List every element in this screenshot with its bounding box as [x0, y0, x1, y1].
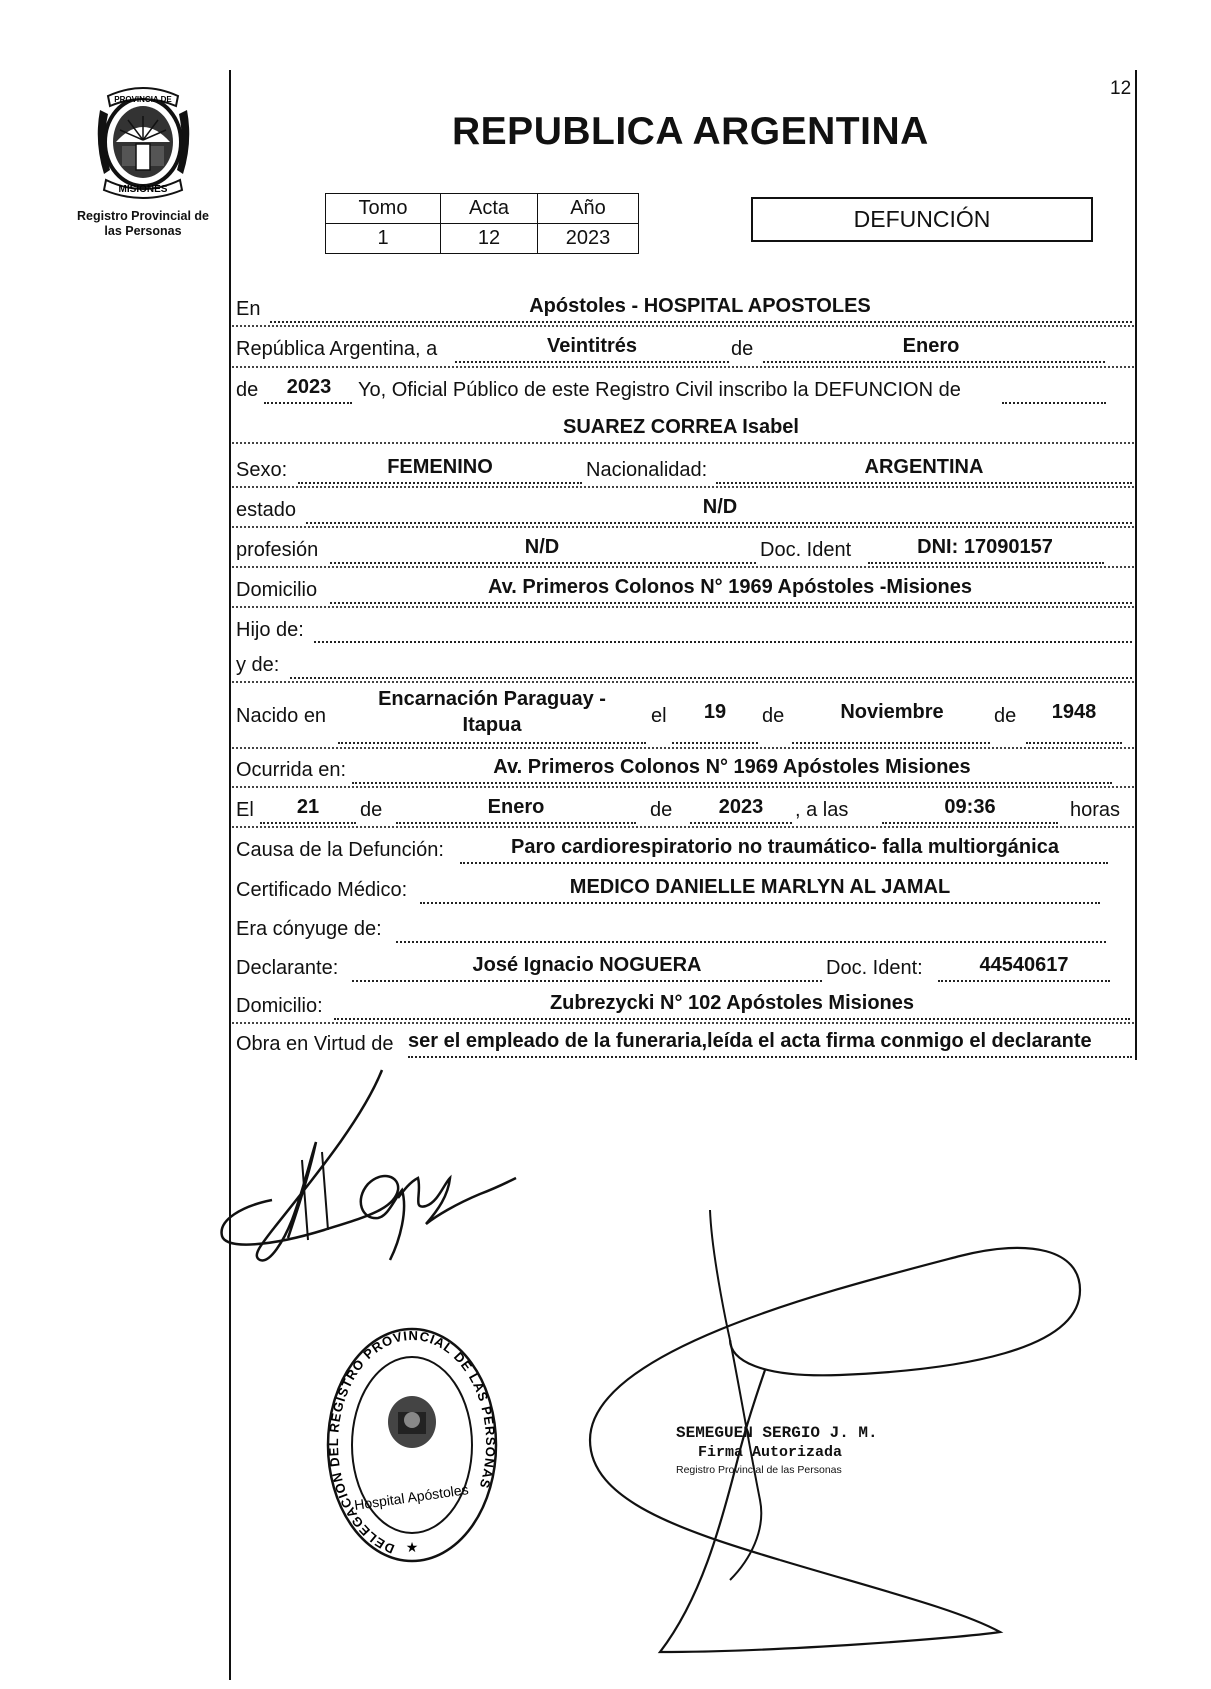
doc-ident-value: DNI: 17090157 — [917, 536, 1053, 558]
label-certificado: Certificado Médico: — [236, 879, 408, 901]
row-separator — [232, 747, 1134, 749]
y-de-line — [290, 677, 1132, 679]
label-conyuge: Era cónyuge de: — [236, 918, 382, 940]
right-margin-line — [1135, 70, 1137, 1060]
declarante-domicilio-line — [334, 1018, 1130, 1020]
nac-mes-value: Noviembre — [840, 701, 944, 723]
official-stamp-name: SEMEGUEN SERGIO J. M. — [676, 1424, 878, 1442]
label-profesion: profesión — [236, 539, 319, 561]
row-separator — [232, 681, 1134, 683]
emblem-top-text: PROVINCIA DE — [114, 95, 172, 104]
row-separator — [232, 1022, 1134, 1024]
label-doc-ident-2: Doc. Ident: — [826, 957, 923, 979]
record-header-anio: Año — [538, 194, 639, 224]
registry-seal — [326, 1326, 498, 1564]
record-header-acta: Acta — [441, 194, 538, 224]
certificado-value: MEDICO DANIELLE MARLYN AL JAMAL — [569, 876, 951, 898]
mes-line — [763, 361, 1105, 363]
causa-value: Paro cardiorespiratorio no traumático- falla multiorgánica — [511, 836, 1059, 858]
declarante-line — [352, 980, 822, 982]
nac-dia-line — [672, 742, 758, 744]
label-el: el — [651, 705, 667, 727]
row-separator — [232, 826, 1134, 828]
label-estado: estado — [236, 499, 297, 521]
declarante-domicilio-value: Zubrezycki N° 102 Apóstoles Misiones — [549, 992, 915, 1014]
def-mes-value: Enero — [487, 796, 545, 818]
label-de-6: de — [650, 799, 673, 821]
label-domicilio: Domicilio — [236, 579, 318, 601]
label-de-4: de — [994, 705, 1017, 727]
label-ocurrida-en: Ocurrida en: — [236, 759, 347, 781]
record-header-tomo: Tomo — [326, 194, 441, 224]
record-table — [325, 193, 639, 254]
label-republica: República Argentina, a — [236, 338, 438, 360]
ocurrida-en-line — [352, 782, 1112, 784]
dia-letras-value: Veintitrés — [546, 335, 638, 357]
record-value-tomo: 1 — [326, 224, 441, 254]
def-hora-value: 09:36 — [944, 796, 996, 818]
row-separator — [232, 325, 1134, 327]
label-a-las: , a las — [795, 799, 849, 821]
left-margin-line — [229, 70, 231, 1680]
lugar-value: Apóstoles - HOSPITAL APOSTOLES — [529, 295, 871, 317]
nacionalidad-value: ARGENTINA — [864, 456, 984, 478]
label-domicilio-2: Domicilio: — [236, 995, 323, 1017]
def-anio-line — [690, 822, 792, 824]
estado-line — [306, 522, 1132, 524]
label-obra: Obra en Virtud de — [236, 1033, 394, 1055]
def-hora-line — [882, 822, 1058, 824]
seal-star-icon: ★ — [405, 1539, 419, 1555]
declarante-doc-value: 44540617 — [979, 954, 1069, 976]
label-el-cap: El — [236, 799, 254, 821]
record-value-acta: 12 — [441, 224, 538, 254]
certificado-line — [420, 902, 1100, 904]
causa-line — [460, 862, 1108, 864]
label-de-5: de — [360, 799, 383, 821]
conyuge-line — [396, 941, 1106, 943]
registry-label-line2: las Personas — [104, 224, 182, 238]
ocurrida-en-value: Av. Primeros Colonos N° 1969 Apóstoles Misiones — [493, 756, 971, 778]
label-sexo: Sexo: — [236, 459, 288, 481]
row-separator — [232, 366, 1134, 368]
label-declarante: Declarante: — [236, 957, 339, 979]
nacido-en-line1: Encarnación Paraguay - — [378, 688, 606, 710]
domicilio-line — [330, 602, 1132, 604]
nac-mes-line — [792, 742, 990, 744]
sexo-line — [298, 482, 582, 484]
nac-anio-line — [1026, 742, 1122, 744]
row-separator — [232, 566, 1134, 568]
declarant-signature — [212, 1060, 522, 1270]
nacido-en-line2: Itapua — [462, 714, 522, 736]
def-dia-value: 21 — [296, 796, 320, 818]
doc-ident-line — [868, 562, 1104, 564]
obra-line — [408, 1056, 1132, 1058]
label-nacido-en: Nacido en — [236, 705, 327, 727]
profesion-line — [330, 562, 756, 564]
label-en: En — [236, 298, 261, 320]
nombre-value: SUAREZ CORREA Isabel — [563, 416, 799, 438]
sexo-value: FEMENINO — [387, 456, 493, 478]
declarante-doc-line — [938, 980, 1110, 982]
label-de-1: de — [731, 338, 754, 360]
label-causa: Causa de la Defunción: — [236, 839, 444, 861]
yo-line — [1002, 402, 1106, 404]
record-type: DEFUNCIÓN — [853, 206, 991, 232]
label-de-3: de — [762, 705, 785, 727]
lugar-line — [270, 321, 1132, 323]
label-yo: Yo, Oficial Público de este Registro Civil inscribo la DEFUNCION de — [358, 379, 961, 401]
record-type-box — [751, 197, 1093, 242]
anio-value: 2023 — [286, 376, 332, 398]
nacido-en-line — [338, 742, 646, 744]
def-anio-value: 2023 — [718, 796, 764, 818]
official-stamp — [676, 1424, 896, 1476]
label-doc-ident: Doc. Ident — [760, 539, 852, 561]
declarante-value: José Ignacio NOGUERA — [472, 954, 702, 976]
registry-label — [58, 209, 228, 239]
estado-value: N/D — [702, 496, 738, 518]
label-nacionalidad: Nacionalidad: — [586, 459, 708, 481]
hijo-de-line — [314, 641, 1132, 643]
emblem-bottom-text: MISIONES — [118, 184, 168, 195]
registry-label-line1: Registro Provincial de — [77, 209, 209, 223]
anio-line — [264, 402, 352, 404]
row-separator — [232, 486, 1134, 488]
nombre-line — [232, 442, 1134, 444]
row-separator — [232, 606, 1134, 608]
profesion-value: N/D — [524, 536, 560, 558]
mes-value: Enero — [902, 335, 960, 357]
obra-value: ser el empleado de la funeraria,leída el acta firma conmigo el declarante — [408, 1030, 1092, 1052]
province-emblem — [86, 82, 201, 200]
label-horas: horas — [1070, 799, 1121, 821]
nac-dia-value: 19 — [703, 701, 727, 723]
def-dia-line — [260, 822, 356, 824]
label-y-de: y de: — [236, 654, 280, 676]
row-separator — [232, 526, 1134, 528]
dia-letras-line — [455, 361, 729, 363]
def-mes-line — [396, 822, 636, 824]
page-number: 12 — [1110, 78, 1132, 99]
seal-ring-text: DELEGACION DEL REGISTRO PROVINCIAL DE LAS PERSONAS — [326, 1327, 498, 1557]
page-title: REPUBLICA ARGENTINA — [452, 110, 929, 153]
record-value-anio: 2023 — [538, 224, 639, 254]
row-separator — [232, 786, 1134, 788]
nacionalidad-line — [716, 482, 1132, 484]
official-stamp-role: Firma Autorizada — [698, 1444, 843, 1461]
label-hijo-de: Hijo de: — [236, 619, 304, 641]
domicilio-value: Av. Primeros Colonos N° 1969 Apóstoles -Misiones — [487, 576, 973, 598]
official-stamp-org: Registro Provincial de las Personas — [676, 1464, 842, 1476]
nac-anio-value: 1948 — [1051, 701, 1097, 723]
seal-inner-text: Hospital Apóstoles — [353, 1481, 470, 1513]
label-de-2: de — [236, 379, 259, 401]
